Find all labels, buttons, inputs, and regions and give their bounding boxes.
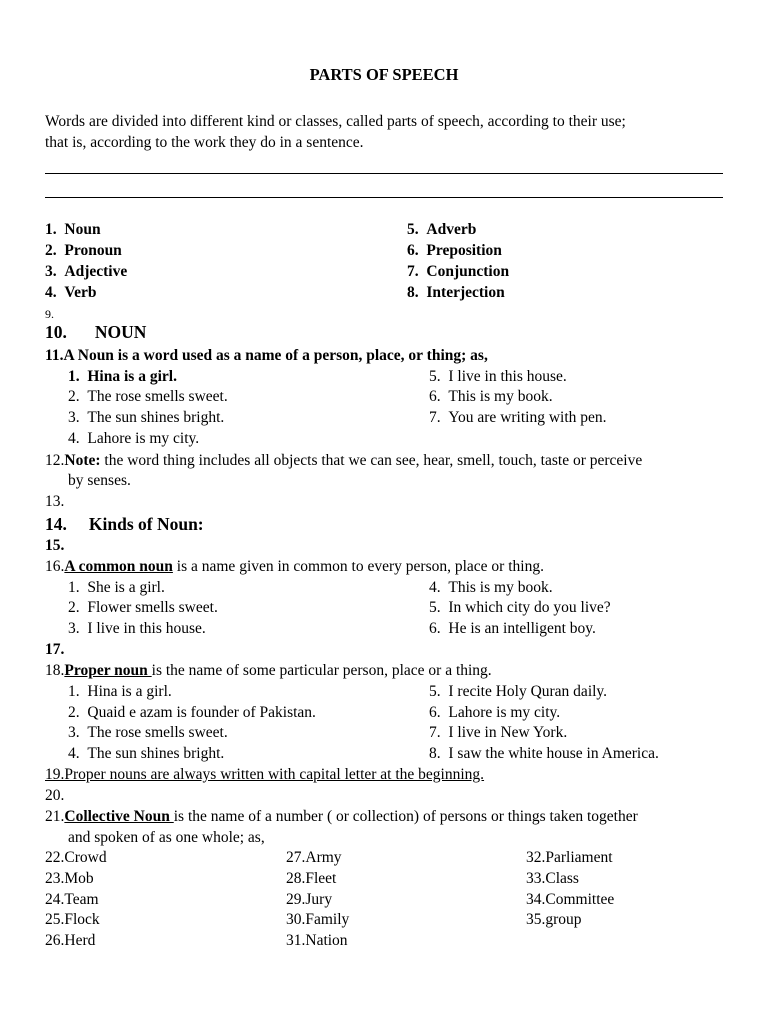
example-item: 5. I live in this house. (429, 368, 567, 385)
heading-text: NOUN (94, 322, 147, 342)
example-item: 1. She is a girl. (68, 579, 165, 596)
list-number: 9. (45, 307, 54, 321)
example-item: 6. This is my book. (429, 388, 553, 405)
list-item: 26.Herd (45, 932, 96, 949)
list-item: 29.Jury (286, 891, 333, 908)
list-number: 15. (45, 537, 65, 554)
example-item: 2. The rose smells sweet. (68, 388, 228, 405)
intro-line-1: Words are divided into different kind or classes, called parts of speech, according to their use; (45, 113, 626, 130)
collective-definition-line-2: and spoken of as one whole; as, (68, 829, 265, 846)
list-number: 16. (45, 558, 65, 575)
list-number: 21. (45, 808, 65, 825)
noun-definition (45, 346, 488, 366)
parts-item: 8. Interjection (407, 284, 505, 301)
example-item: 2. Flower smells sweet. (68, 599, 218, 616)
parts-item: 6. Preposition (407, 242, 502, 259)
example-item: 5. I recite Holy Quran daily. (429, 683, 608, 700)
list-item: 35.group (526, 911, 582, 928)
definition-text: A Noun is a word used as a name of a person, place, or thing; as, (63, 347, 488, 364)
list-number: 12. (45, 452, 65, 469)
parts-item: 1. Noun (45, 221, 101, 238)
heading-text: Kinds of Noun: (88, 514, 204, 534)
proper-noun-definition (45, 661, 492, 681)
example-item: 4. This is my book. (429, 579, 553, 596)
parts-item: 3. Adjective (45, 263, 128, 280)
example-item: 3. The rose smells sweet. (68, 724, 228, 741)
collective-noun-definition (45, 807, 638, 827)
list-number: 11. (45, 347, 64, 364)
note-label: Note: (64, 452, 101, 469)
section-heading-kinds (45, 514, 204, 534)
example-item: 7. I live in New York. (429, 724, 568, 741)
list-item: 25.Flock (45, 911, 100, 928)
example-item: 4. The sun shines bright. (68, 745, 225, 762)
list-number: 18. (45, 662, 65, 679)
definition-text: is the name of some particular person, place or a thing. (151, 662, 492, 679)
example-item: 3. I live in this house. (68, 620, 206, 637)
proper-noun-rule: 19.Proper nouns are always written with capital letter at the beginning. (45, 766, 485, 783)
term-label: Proper noun (64, 662, 152, 679)
list-item: 33.Class (526, 870, 579, 887)
divider-line (45, 197, 723, 198)
definition-text: is the name of a number ( or collection) of persons or things taken together (173, 808, 638, 825)
list-item: 28.Fleet (286, 870, 337, 887)
list-item: 34.Committee (526, 891, 615, 908)
parts-item: 5. Adverb (407, 221, 477, 238)
list-item: 31.Nation (286, 932, 348, 949)
page-title: PARTS OF SPEECH (309, 65, 459, 84)
example-item: 7. You are writing with pen. (429, 409, 607, 426)
heading-number: 10. (45, 322, 67, 342)
list-item: 22.Crowd (45, 849, 107, 866)
list-item: 27.Army (286, 849, 342, 866)
list-number: 17. (45, 641, 65, 658)
parts-item: 4. Verb (45, 284, 97, 301)
example-item: 1. Hina is a girl. (68, 368, 177, 385)
note-text: the word thing includes all objects that we can see, hear, smell, touch, taste or perceive (100, 452, 643, 469)
example-item: 1. Hina is a girl. (68, 683, 172, 700)
note-line-1 (45, 451, 642, 471)
term-label: Collective Noun (64, 808, 174, 825)
example-item: 6. He is an intelligent boy. (429, 620, 596, 637)
list-item: 24.Team (45, 891, 99, 908)
example-item: 6. Lahore is my city. (429, 704, 561, 721)
list-item: 30.Family (286, 911, 350, 928)
section-heading-noun (45, 322, 146, 342)
example-item: 5. In which city do you live? (429, 599, 611, 616)
definition-text: is a name given in common to every person, place or thing. (172, 558, 544, 575)
list-item: 32.Parliament (526, 849, 613, 866)
note-line-2: by senses. (68, 472, 131, 489)
list-item: 23.Mob (45, 870, 94, 887)
example-item: 3. The sun shines bright. (68, 409, 225, 426)
common-noun-definition (45, 557, 544, 577)
term-label: A common noun (64, 558, 173, 575)
intro-line-2: that is, according to the work they do in a sentence. (45, 134, 364, 151)
parts-item: 2. Pronoun (45, 242, 122, 259)
example-item: 8. I saw the white house in America. (429, 745, 659, 762)
divider-line (45, 173, 723, 174)
parts-item: 7. Conjunction (407, 263, 510, 280)
example-item: 2. Quaid e azam is founder of Pakistan. (68, 704, 316, 721)
example-item: 4. Lahore is my city. (68, 430, 200, 447)
list-number: 20. (45, 787, 65, 804)
heading-number: 14. (45, 514, 67, 534)
list-number: 13. (45, 493, 65, 510)
